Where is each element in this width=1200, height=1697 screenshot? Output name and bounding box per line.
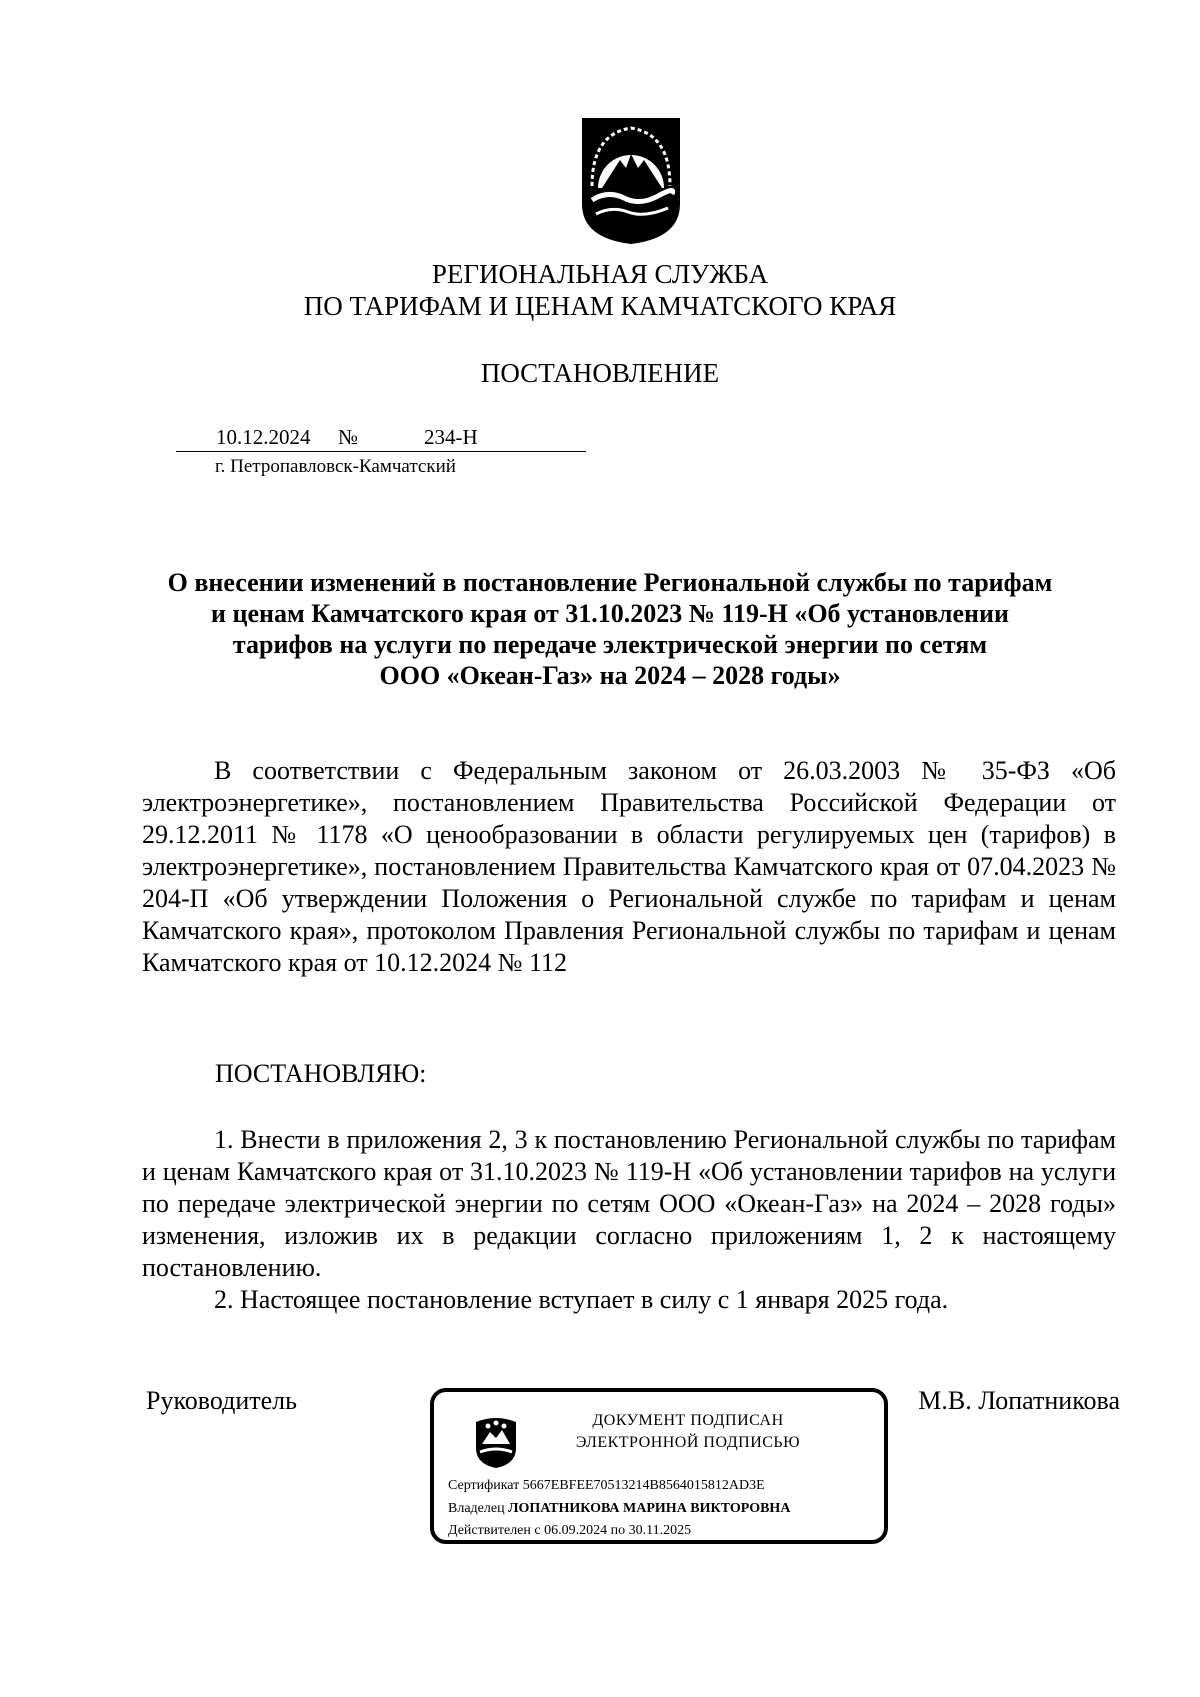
signatory-name: М.В. Лопатникова — [918, 1386, 1120, 1415]
stamp-emblem-icon — [472, 1414, 520, 1470]
signatory-position: Руководитель — [146, 1386, 297, 1415]
document-number: 234-Н — [424, 425, 478, 449]
title-line3: тарифов на услуги по передаче электрической энергии по сетям — [232, 630, 988, 659]
owner-value: ЛОПАТНИКОВА МАРИНА ВИКТОРОВНА — [508, 1501, 791, 1516]
stamp-header — [538, 1410, 838, 1454]
stamp-owner — [448, 1501, 790, 1517]
stamp-certificate — [448, 1478, 765, 1494]
document-title — [130, 567, 1090, 691]
stamp-header-line2: ЭЛЕКТРОННОЙ ПОДПИСЬЮ — [575, 1434, 801, 1451]
title-line4: ООО «Океан-Газ» на 2024 – 2028 годы» — [379, 661, 841, 690]
valid-label: Действителен с — [448, 1523, 541, 1538]
owner-label: Владелец — [448, 1501, 505, 1516]
agency-name-line1: РЕГИОНАЛЬНАЯ СЛУЖБА — [431, 259, 769, 289]
document-date: 10.12.2024 — [216, 425, 311, 449]
stamp-validity — [448, 1523, 691, 1539]
date-number-line — [176, 421, 586, 452]
city: г. Петропавловск-Камчатский — [215, 456, 456, 477]
valid-from: 06.09.2024 — [544, 1523, 608, 1538]
title-line2: и ценам Камчатского края от 31.10.2023 № 119-Н «Об установлении — [211, 599, 1009, 628]
certificate-value: 5667EBFEE70513214B8564015812AD3E — [522, 1478, 765, 1493]
title-line1: О внесении изменений в постановление Региональной службы по тарифам — [167, 568, 1053, 597]
resolve-heading: ПОСТАНОВЛЯЮ: — [215, 1059, 427, 1088]
certificate-label: Сертификат — [448, 1478, 520, 1493]
valid-to-label: по — [610, 1523, 626, 1538]
stamp-header-line1: ДОКУМЕНТ ПОДПИСАН — [592, 1412, 784, 1429]
clause-2: 2. Настоящее постановление вступает в силу с 1 января 2025 года. — [214, 1285, 949, 1314]
coat-of-arms-emblem — [578, 114, 684, 246]
electronic-signature-stamp — [430, 1388, 888, 1544]
document-type: ПОСТАНОВЛЕНИЕ — [480, 358, 720, 388]
preamble-paragraph: В соответствии с Федеральным законом от 26.03.2003 № 35-ФЗ «Об электроэнергетике», постановлением Правительства Российской Федерации от 29.12.2011 № 1178 «О ценообразовании в области регулируемых цен (тарифов) в электроэнергетике», постановлением Правительства Камчатского края от 07.04.2023 № 204-П «Об утверждении Положения о Региональной службе по тарифам и ценам Камчатского края», протоколом Правления Региональной службы по тарифам и ценам Камчатского края от 10.12.2024 № 112 — [142, 756, 1116, 977]
valid-to: 30.11.2025 — [628, 1523, 692, 1538]
number-sign: № — [338, 425, 359, 449]
clause-1: 1. Внести в приложения 2, 3 к постановлению Региональной службы по тарифам и ценам Камчатского края от 31.10.2023 № 119-Н «Об установлении тарифов на услуги по передаче электрической энергии по сетям ООО «Океан-Газ» на 2024 – 2028 годы» изменения, изложив их в редакции согласно приложениям 1, 2 к настоящему постановлению. — [142, 1125, 1116, 1282]
agency-name — [0, 258, 1200, 322]
agency-name-line2: ПО ТАРИФАМ И ЦЕНАМ КАМЧАТСКОГО КРАЯ — [303, 291, 897, 321]
